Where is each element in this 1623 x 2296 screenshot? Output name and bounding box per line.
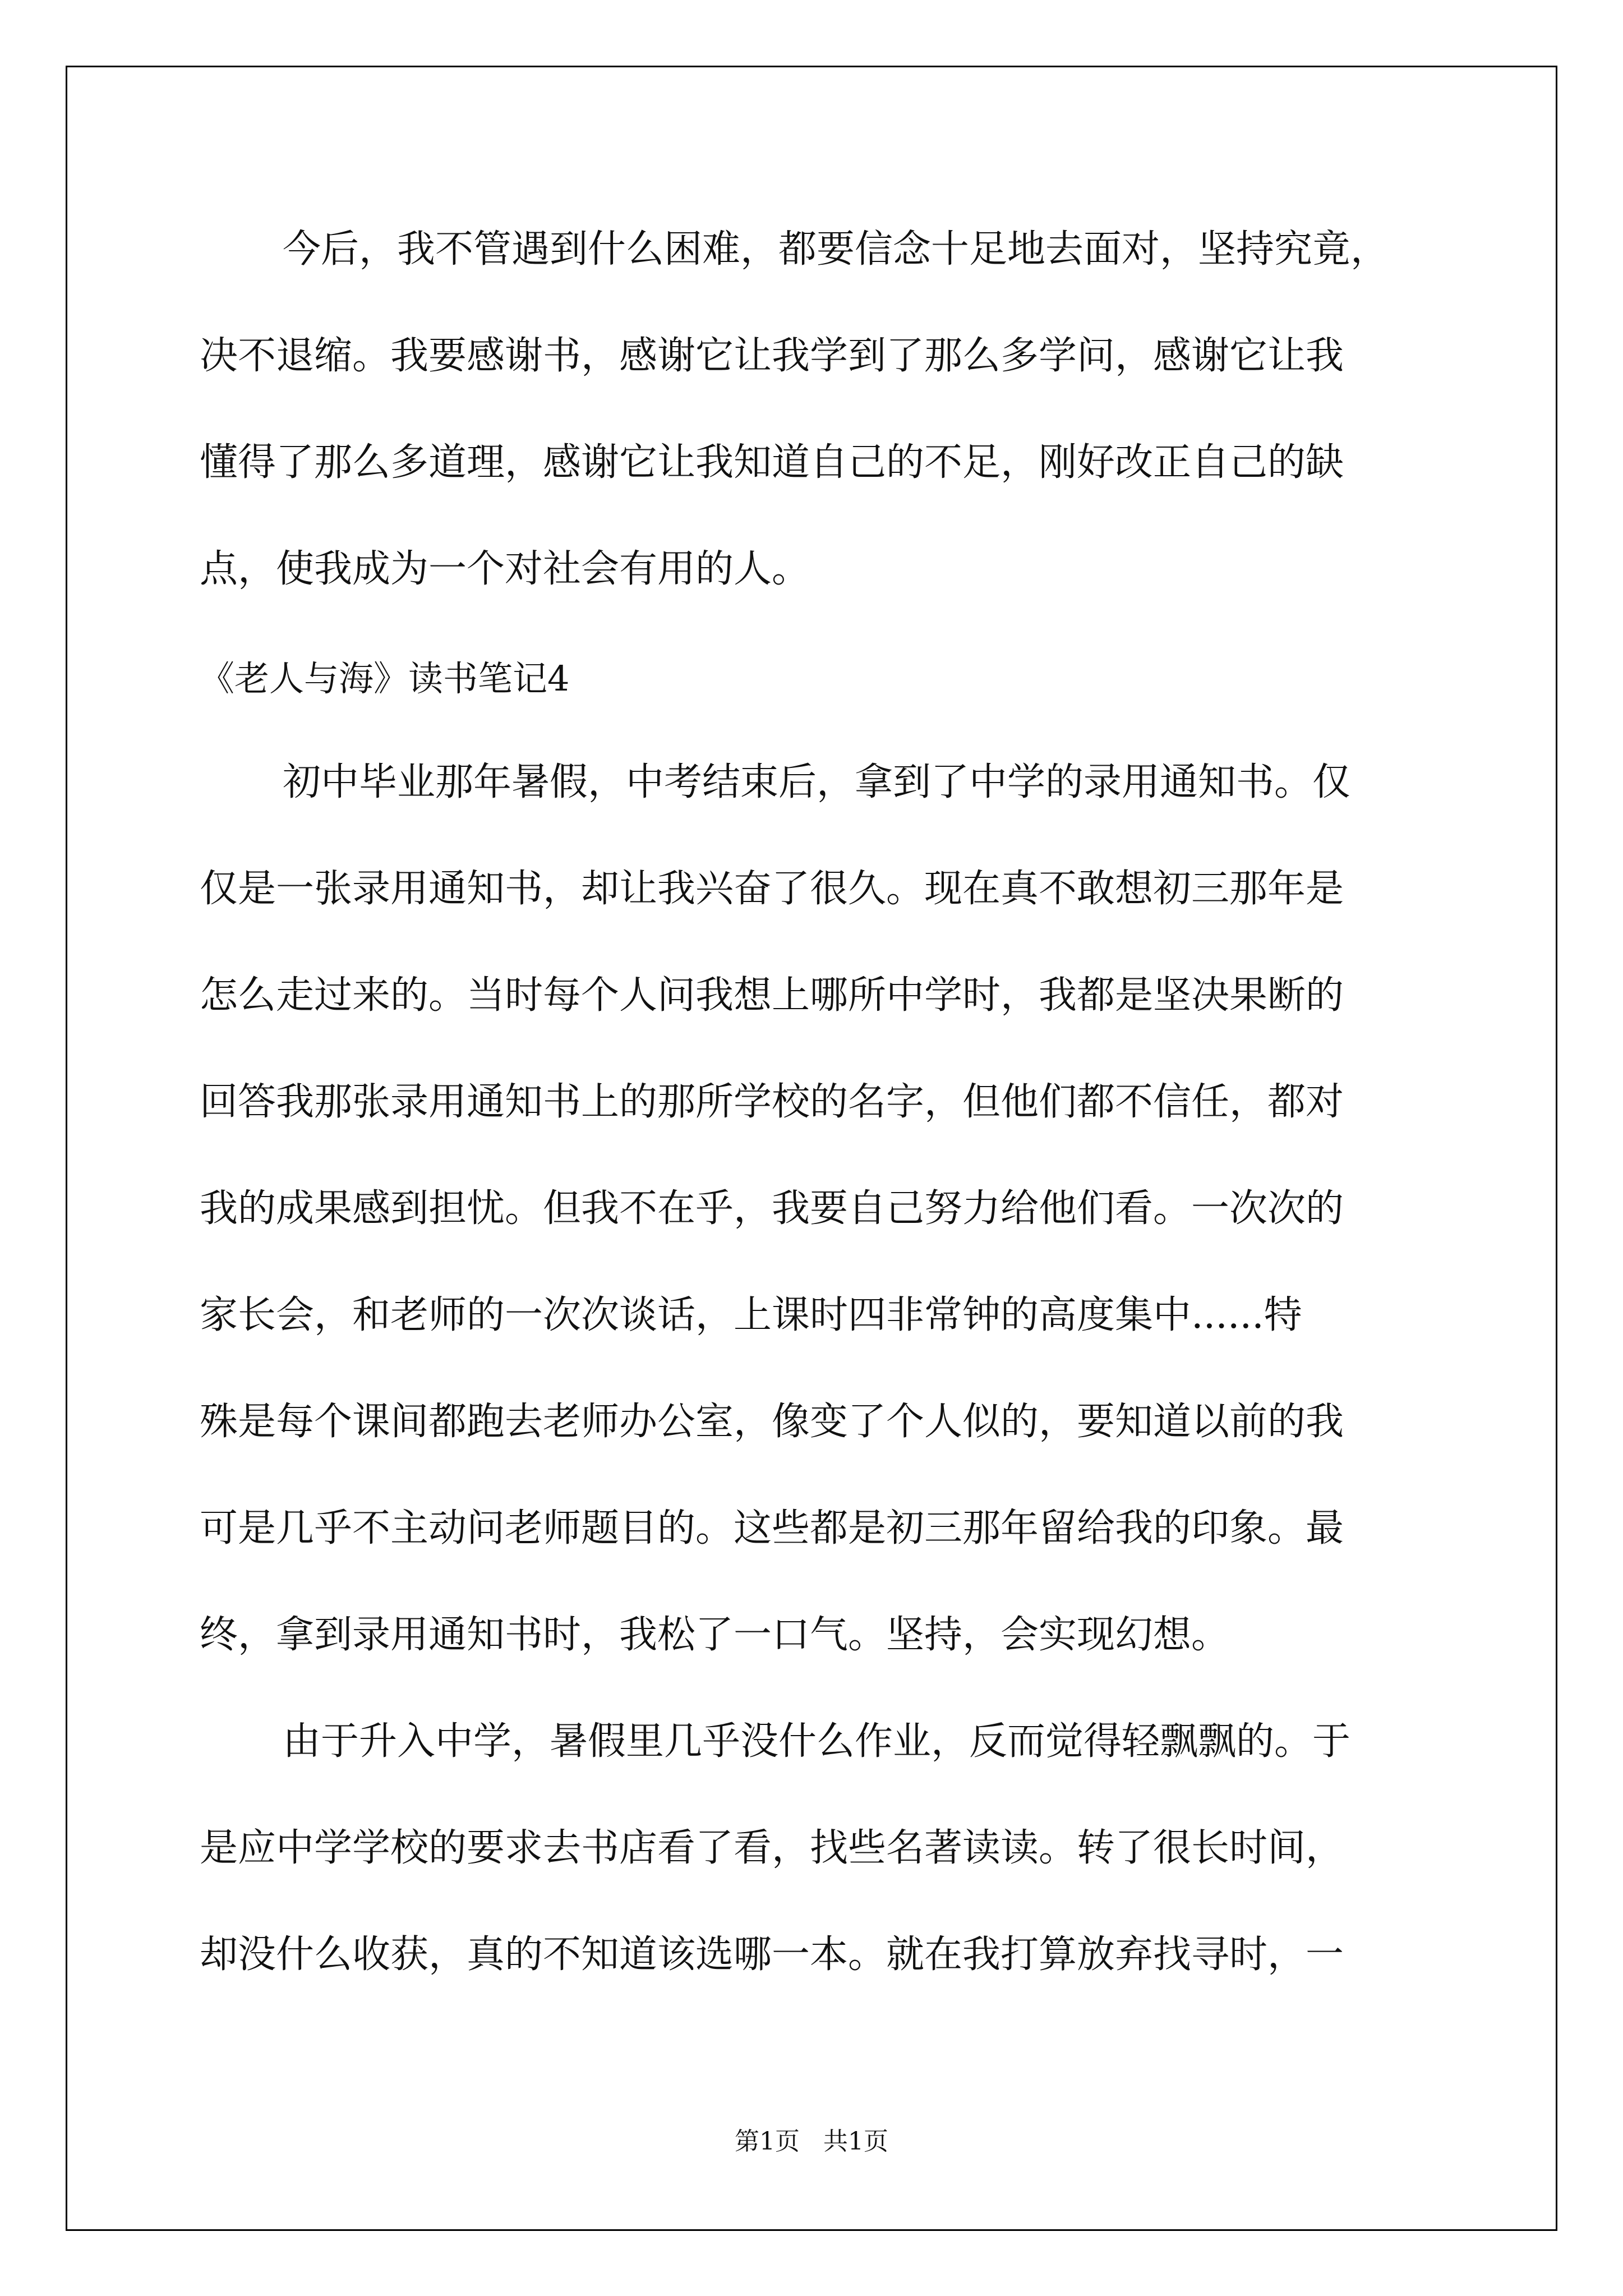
paragraph-2-line: 初中毕业那年暑假，中考结束后，拿到了中学的录用通知书。仅 (283, 760, 1351, 804)
paragraph-1-line: 今后，我不管遇到什么困难，都要信念十足地去面对，坚持究竟， (283, 227, 1389, 272)
paragraph-2-line: 仅是一张录用通知书，却让我兴奋了很久。现在真不敢想初三那年是 (200, 867, 1344, 911)
paragraph-3-line: 是应中学学校的要求去书店看了看，找些名著读读。转了很长时间， (200, 1826, 1344, 1870)
paragraph-1-line: 决不退缩。我要感谢书，感谢它让我学到了那么多学问，感谢它让我 (200, 334, 1344, 378)
page-border (66, 66, 1557, 2231)
paragraph-2-line: 回答我那张录用通知书上的那所学校的名字，但他们都不信任，都对 (200, 1080, 1344, 1124)
paragraph-2-line: 我的成果感到担忧。但我不在乎，我要自己努力给他们看。一次次的 (200, 1186, 1344, 1231)
paragraph-2-line: 怎么走过来的。当时每个人问我想上哪所中学时，我都是坚决果断的 (200, 973, 1344, 1018)
page-footer: 第1页 共1页 (735, 2127, 888, 2156)
paragraph-2-line: 可是几乎不主动问老师题目的。这些都是初三那年留给我的印象。最 (200, 1506, 1344, 1550)
paragraph-2-line: 终，拿到录用通知书时，我松了一口气。坚持，会实现幻想。 (200, 1613, 1230, 1657)
paragraph-2-line: 家长会，和老师的一次次谈话，上课时四非常钟的高度集中......特 (200, 1293, 1302, 1337)
paragraph-1-line: 懂得了那么多道理，感谢它让我知道自己的不足，刚好改正自己的缺 (200, 440, 1344, 485)
section-heading: 《老人与海》读书笔记4 (200, 658, 570, 699)
paragraph-2-line: 殊是每个课间都跑去老师办公室，像变了个人似的，要知道以前的我 (200, 1400, 1344, 1444)
paragraph-3-line: 却没什么收获，真的不知道该选哪一本。就在我打算放弃找寻时，一 (200, 1932, 1344, 1977)
paragraph-3-line: 由于升入中学，暑假里几乎没什么作业，反而觉得轻飘飘的。于 (283, 1719, 1351, 1764)
paragraph-1-line: 点，使我成为一个对社会有用的人。 (200, 547, 810, 591)
